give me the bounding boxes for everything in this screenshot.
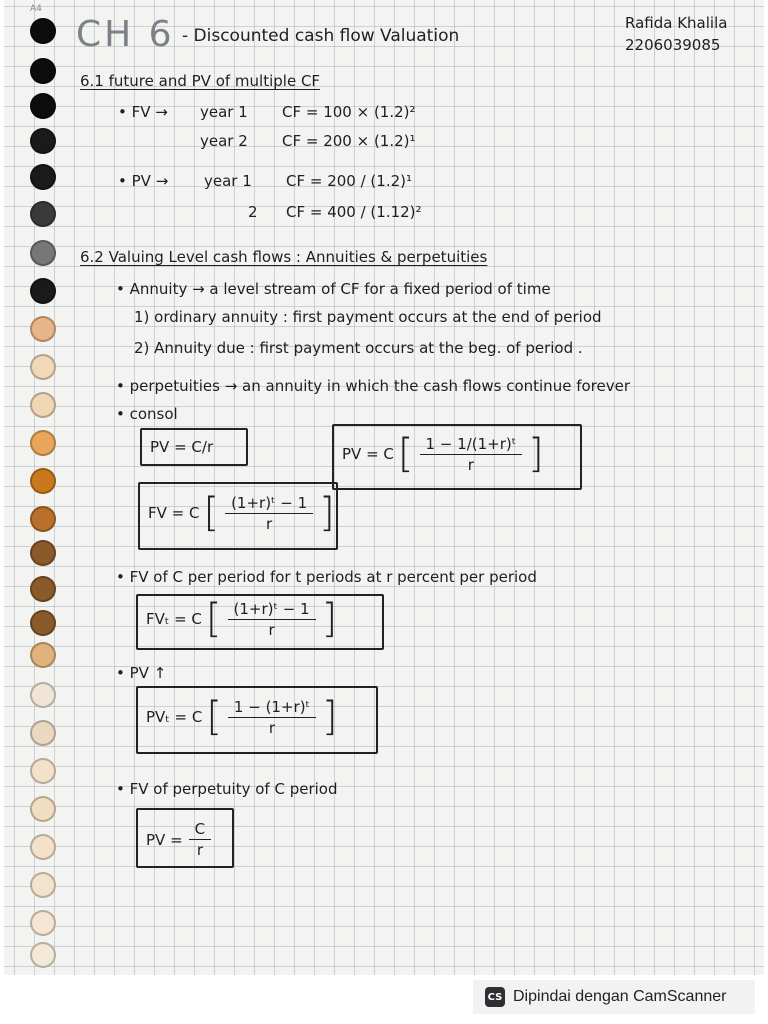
close-bracket: ]	[321, 694, 338, 740]
binder-hole	[30, 278, 56, 304]
pv-annuity-numerator: 1 − 1/(1+r)ᵗ	[420, 435, 523, 455]
binder-hole	[30, 576, 56, 602]
pv-year2-label: 2	[248, 203, 258, 221]
binder-hole	[30, 720, 56, 746]
binder-hole	[30, 354, 56, 380]
fv-annuity-fraction	[225, 494, 313, 533]
close-bracket: ]	[321, 596, 338, 642]
fvt-formula	[146, 596, 338, 642]
pvt-lhs: PVₜ = C	[146, 708, 203, 726]
pv-final-formula-box	[136, 808, 234, 868]
open-bracket: [	[205, 596, 222, 642]
pvt-numerator: 1 − (1+r)ᵗ	[228, 698, 316, 718]
section-6-2-heading: 6.2 Valuing Level cash flows : Annuities & perpetuities	[80, 248, 488, 266]
pvt-denominator: r	[268, 718, 276, 737]
fv-year2-label: year 2	[200, 132, 248, 150]
pv-year2-equation: CF = 400 / (1.12)²	[286, 203, 422, 221]
close-bracket: ]	[528, 431, 544, 477]
corner-mark: A4	[30, 4, 42, 14]
binder-hole	[30, 872, 56, 898]
annuity-definition: • Annuity → a level stream of CF for a fixed period of time	[116, 280, 551, 298]
chapter-label: CH 6	[76, 14, 175, 55]
pv-final-formula	[146, 820, 217, 859]
binder-hole	[30, 642, 56, 668]
binder-hole	[30, 201, 56, 227]
pv-final-numerator: C	[189, 820, 211, 840]
binder-hole	[30, 942, 56, 968]
pvt-fraction	[228, 698, 316, 737]
open-bracket: [	[206, 694, 222, 740]
pv-final-lhs: PV =	[146, 830, 183, 849]
binder-hole	[30, 758, 56, 784]
camscanner-logo-icon: CS	[485, 987, 505, 1007]
binder-hole	[30, 610, 56, 636]
binder-hole	[30, 682, 56, 708]
binder-hole	[30, 93, 56, 119]
consol-label: • consol	[116, 405, 178, 423]
open-bracket: [	[203, 490, 220, 536]
fvt-lhs: FVₜ = C	[146, 610, 202, 628]
binder-hole	[30, 540, 56, 566]
camscanner-watermark	[473, 980, 755, 1014]
binder-hole	[30, 316, 56, 342]
fvt-formula-box	[136, 594, 384, 650]
fvt-numerator: (1+r)ᵗ − 1	[228, 600, 316, 620]
page-title: - Discounted cash flow Valuation	[182, 26, 460, 46]
open-bracket: [	[397, 431, 414, 477]
student-id: 2206039085	[625, 36, 721, 54]
binder-hole	[30, 128, 56, 154]
binder-hole	[30, 164, 56, 190]
camscanner-text: Dipindai dengan CamScanner	[513, 988, 727, 1005]
perpetuities-definition: • perpetuities → an annuity in which the cash flows continue forever	[116, 377, 630, 395]
fvt-fraction	[228, 600, 316, 639]
binder-holes	[30, 18, 66, 968]
pv-annuity-formula	[342, 431, 544, 477]
pvt-formula	[146, 694, 338, 740]
binder-hole	[30, 18, 56, 44]
fv-annuity-lhs: FV = C	[148, 504, 200, 522]
pv-annuity-fraction	[420, 435, 523, 474]
pv-year1-equation: CF = 200 / (1.2)¹	[286, 172, 412, 190]
fv-year1-equation: CF = 100 × (1.2)²	[282, 103, 416, 121]
ordinary-annuity-definition: 1) ordinary annuity : first payment occurs at the end of period	[134, 308, 602, 326]
close-bracket: ]	[319, 490, 335, 536]
binder-hole	[30, 834, 56, 860]
pv-label: • PV →	[118, 172, 169, 190]
fv-annuity-numerator: (1+r)ᵗ − 1	[225, 494, 313, 514]
annuity-due-definition: 2) Annuity due : first payment occurs at the beg. of period .	[134, 339, 583, 357]
binder-hole	[30, 392, 56, 418]
pv-perpetuity-formula: PV = C/r	[150, 438, 214, 456]
binder-hole	[30, 796, 56, 822]
binder-hole	[30, 910, 56, 936]
fv-label: • FV →	[118, 103, 168, 121]
pv-year1-label: year 1	[204, 172, 252, 190]
binder-hole	[30, 430, 56, 456]
author-name: Rafida Khalila	[625, 14, 728, 32]
binder-hole	[30, 58, 56, 84]
binder-hole	[30, 506, 56, 532]
pv-final-fraction	[189, 820, 211, 859]
pv-annuity-denominator: r	[467, 455, 474, 474]
fv-year2-equation: CF = 200 × (1.2)¹	[282, 132, 416, 150]
binder-hole	[30, 468, 56, 494]
section-6-1-heading: 6.1 future and PV of multiple CF	[80, 72, 321, 90]
binder-hole	[30, 240, 56, 266]
pvt-formula-box	[136, 686, 378, 754]
pv-final-denominator: r	[196, 841, 203, 859]
pv-perpetuity-formula-box	[140, 428, 248, 466]
fvt-denominator: r	[268, 620, 275, 639]
fv-c-note: • FV of C per period for t periods at r percent per period	[116, 568, 537, 586]
fv-annuity-denominator: r	[266, 514, 273, 533]
pv-note: • PV ↑	[116, 664, 167, 682]
fv-year1-label: year 1	[200, 103, 248, 121]
pv-annuity-lhs: PV = C	[342, 445, 394, 463]
fv-annuity-formula	[148, 490, 335, 536]
pv-annuity-formula-box	[332, 424, 582, 490]
fv-annuity-formula-box	[138, 482, 338, 550]
perpetuity-note: • FV of perpetuity of C period	[116, 780, 338, 798]
